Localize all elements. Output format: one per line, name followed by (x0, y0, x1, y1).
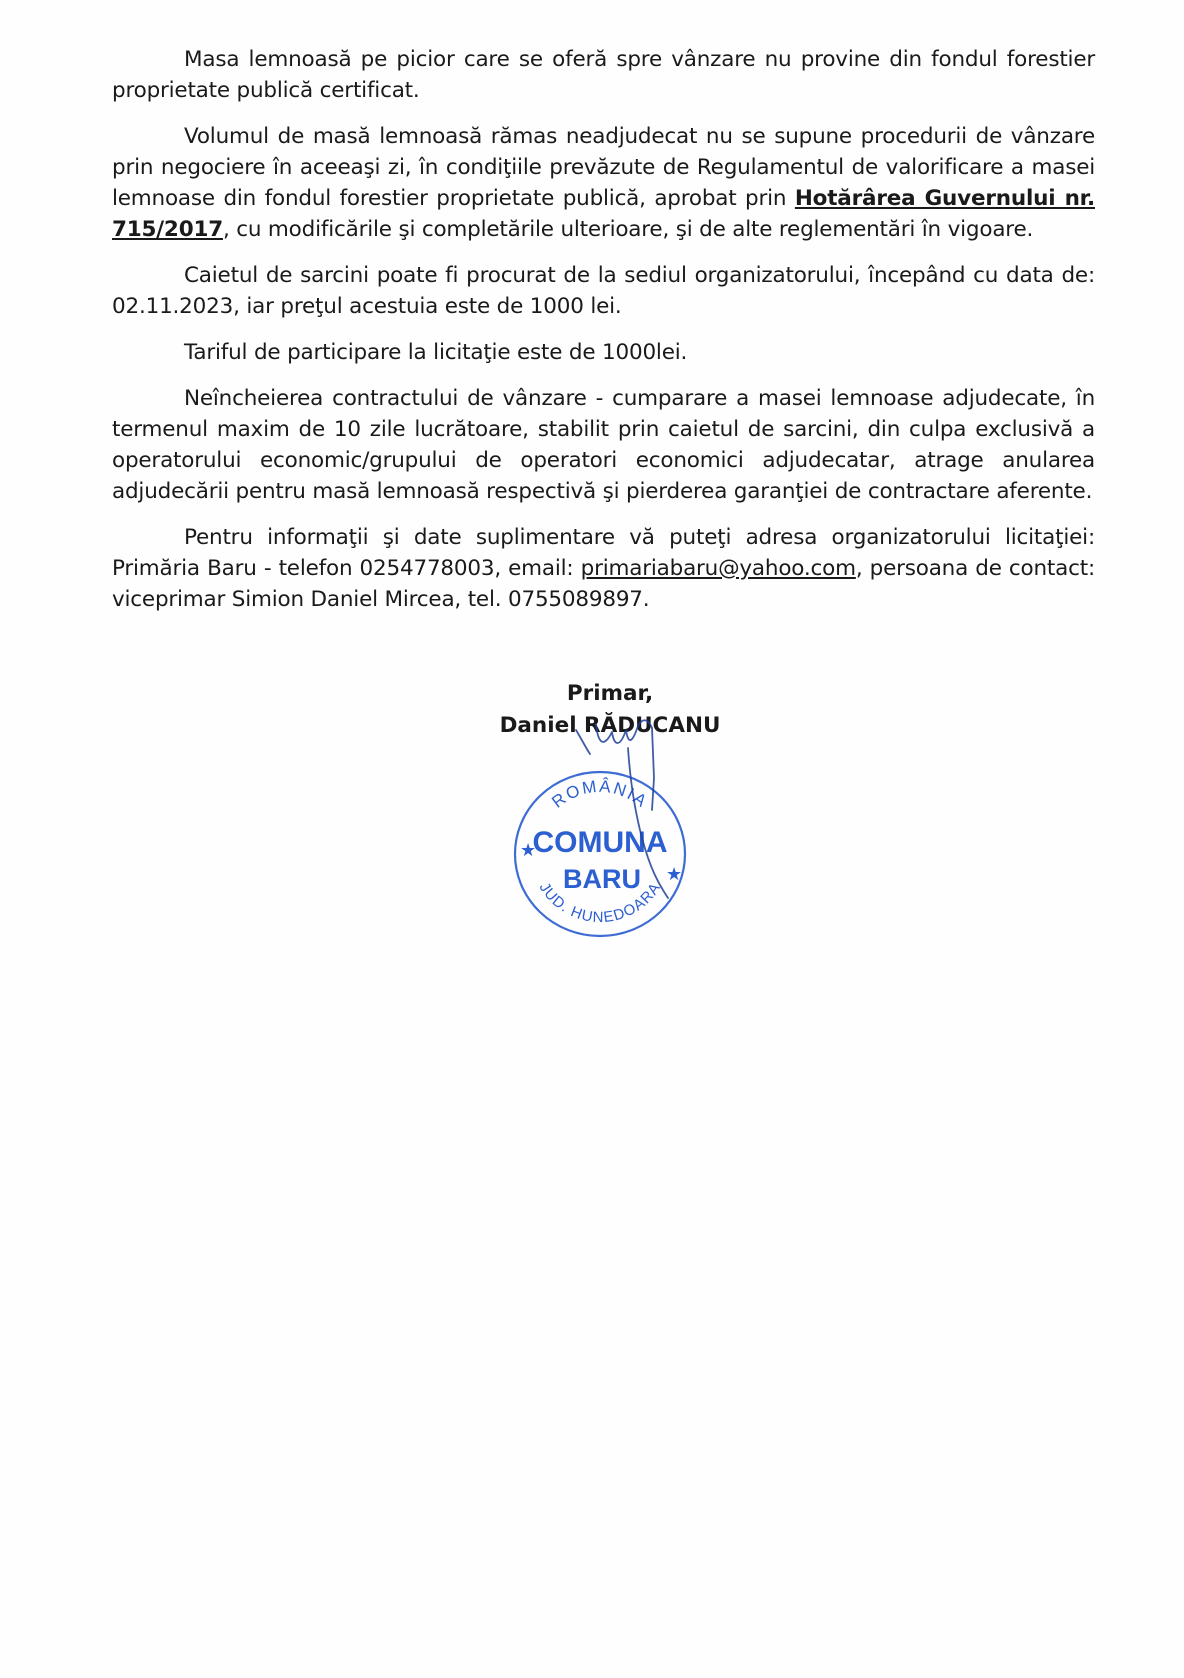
paragraph-certification-text: Masa lemnoasă pe picior care se oferă spre vânzare nu provine din fondul forestier proprietate publică certificat. (112, 47, 1095, 103)
stamp-star-right-icon: ★ (666, 864, 683, 885)
document-body (112, 44, 1095, 630)
paragraph-contact-info-text-end: , persoana de contact: viceprimar Simion Daniel Mircea, tel. 0755089897. (112, 556, 1095, 612)
stamp-top-text: ROMÂNIA (548, 776, 652, 812)
stamp-line1: COMUNA (532, 826, 668, 859)
stamp-bottom-text: JUD. HUNEDOARA (535, 879, 665, 927)
paragraph-unsold-volume (112, 121, 1095, 245)
paragraph-participation-fee (112, 337, 1095, 368)
mayor-name: Daniel RĂDUCANU (499, 713, 721, 738)
mayor-title: Primar, (566, 681, 654, 706)
paragraph-contract-terms-text: Neîncheierea contractului de vânzare - cumparare a masei lemnoase adjudecate, în termenul maxim de 10 zile lucrătoare, stabilit prin caietul de sarcini, din culpa exclusivă a operatorului economic/grupului de operatori economici adjudecatar, atrage anularea adjudecării pentru masă lemnoasă respectivă şi pierderea garanţiei de contractare aferente. (112, 386, 1095, 504)
paragraph-contact-info-text: Pentru informaţii şi date suplimentare vă puteţi adresa organizatorului licitaţiei: Primăria Baru - telefon 0254778003, email: (112, 525, 1095, 581)
paragraph-unsold-volume-text: Volumul de masă lemnoasă rămas neadjudecat nu se supune procedurii de vânzare prin negociere în aceeaşi zi, în condiţiile prevăzute de Regulamentul de valorificare a masei lemnoase din fondul forestier proprietate publică, aprobat prin (112, 124, 1095, 211)
handwritten-signature (568, 718, 708, 918)
paragraph-specifications (112, 260, 1095, 322)
stamp-star-left-icon: ★ (520, 840, 537, 861)
paragraph-unsold-volume-text-end: , cu modificările şi completările ulterioare, şi de alte reglementări în vigoare. (222, 217, 1034, 242)
paragraph-contract-terms (112, 383, 1095, 507)
stamp-line2: BARU (563, 864, 641, 894)
government-decision-link[interactable]: Hotărârea Guvernului nr. 715/2017 (112, 186, 1095, 242)
paragraph-participation-fee-text: Tariful de participare la licitaţie este de 1000lei. (184, 340, 688, 365)
paragraph-certification (112, 44, 1095, 106)
paragraph-specifications-text: Caietul de sarcini poate fi procurat de la sediul organizatorului, începând cu data de: 02.11.2023, iar preţul acestuia este de 1000 lei. (112, 263, 1095, 319)
email-link[interactable]: primariabaru@yahoo.com (580, 556, 856, 581)
paragraph-contact-info (112, 522, 1095, 615)
